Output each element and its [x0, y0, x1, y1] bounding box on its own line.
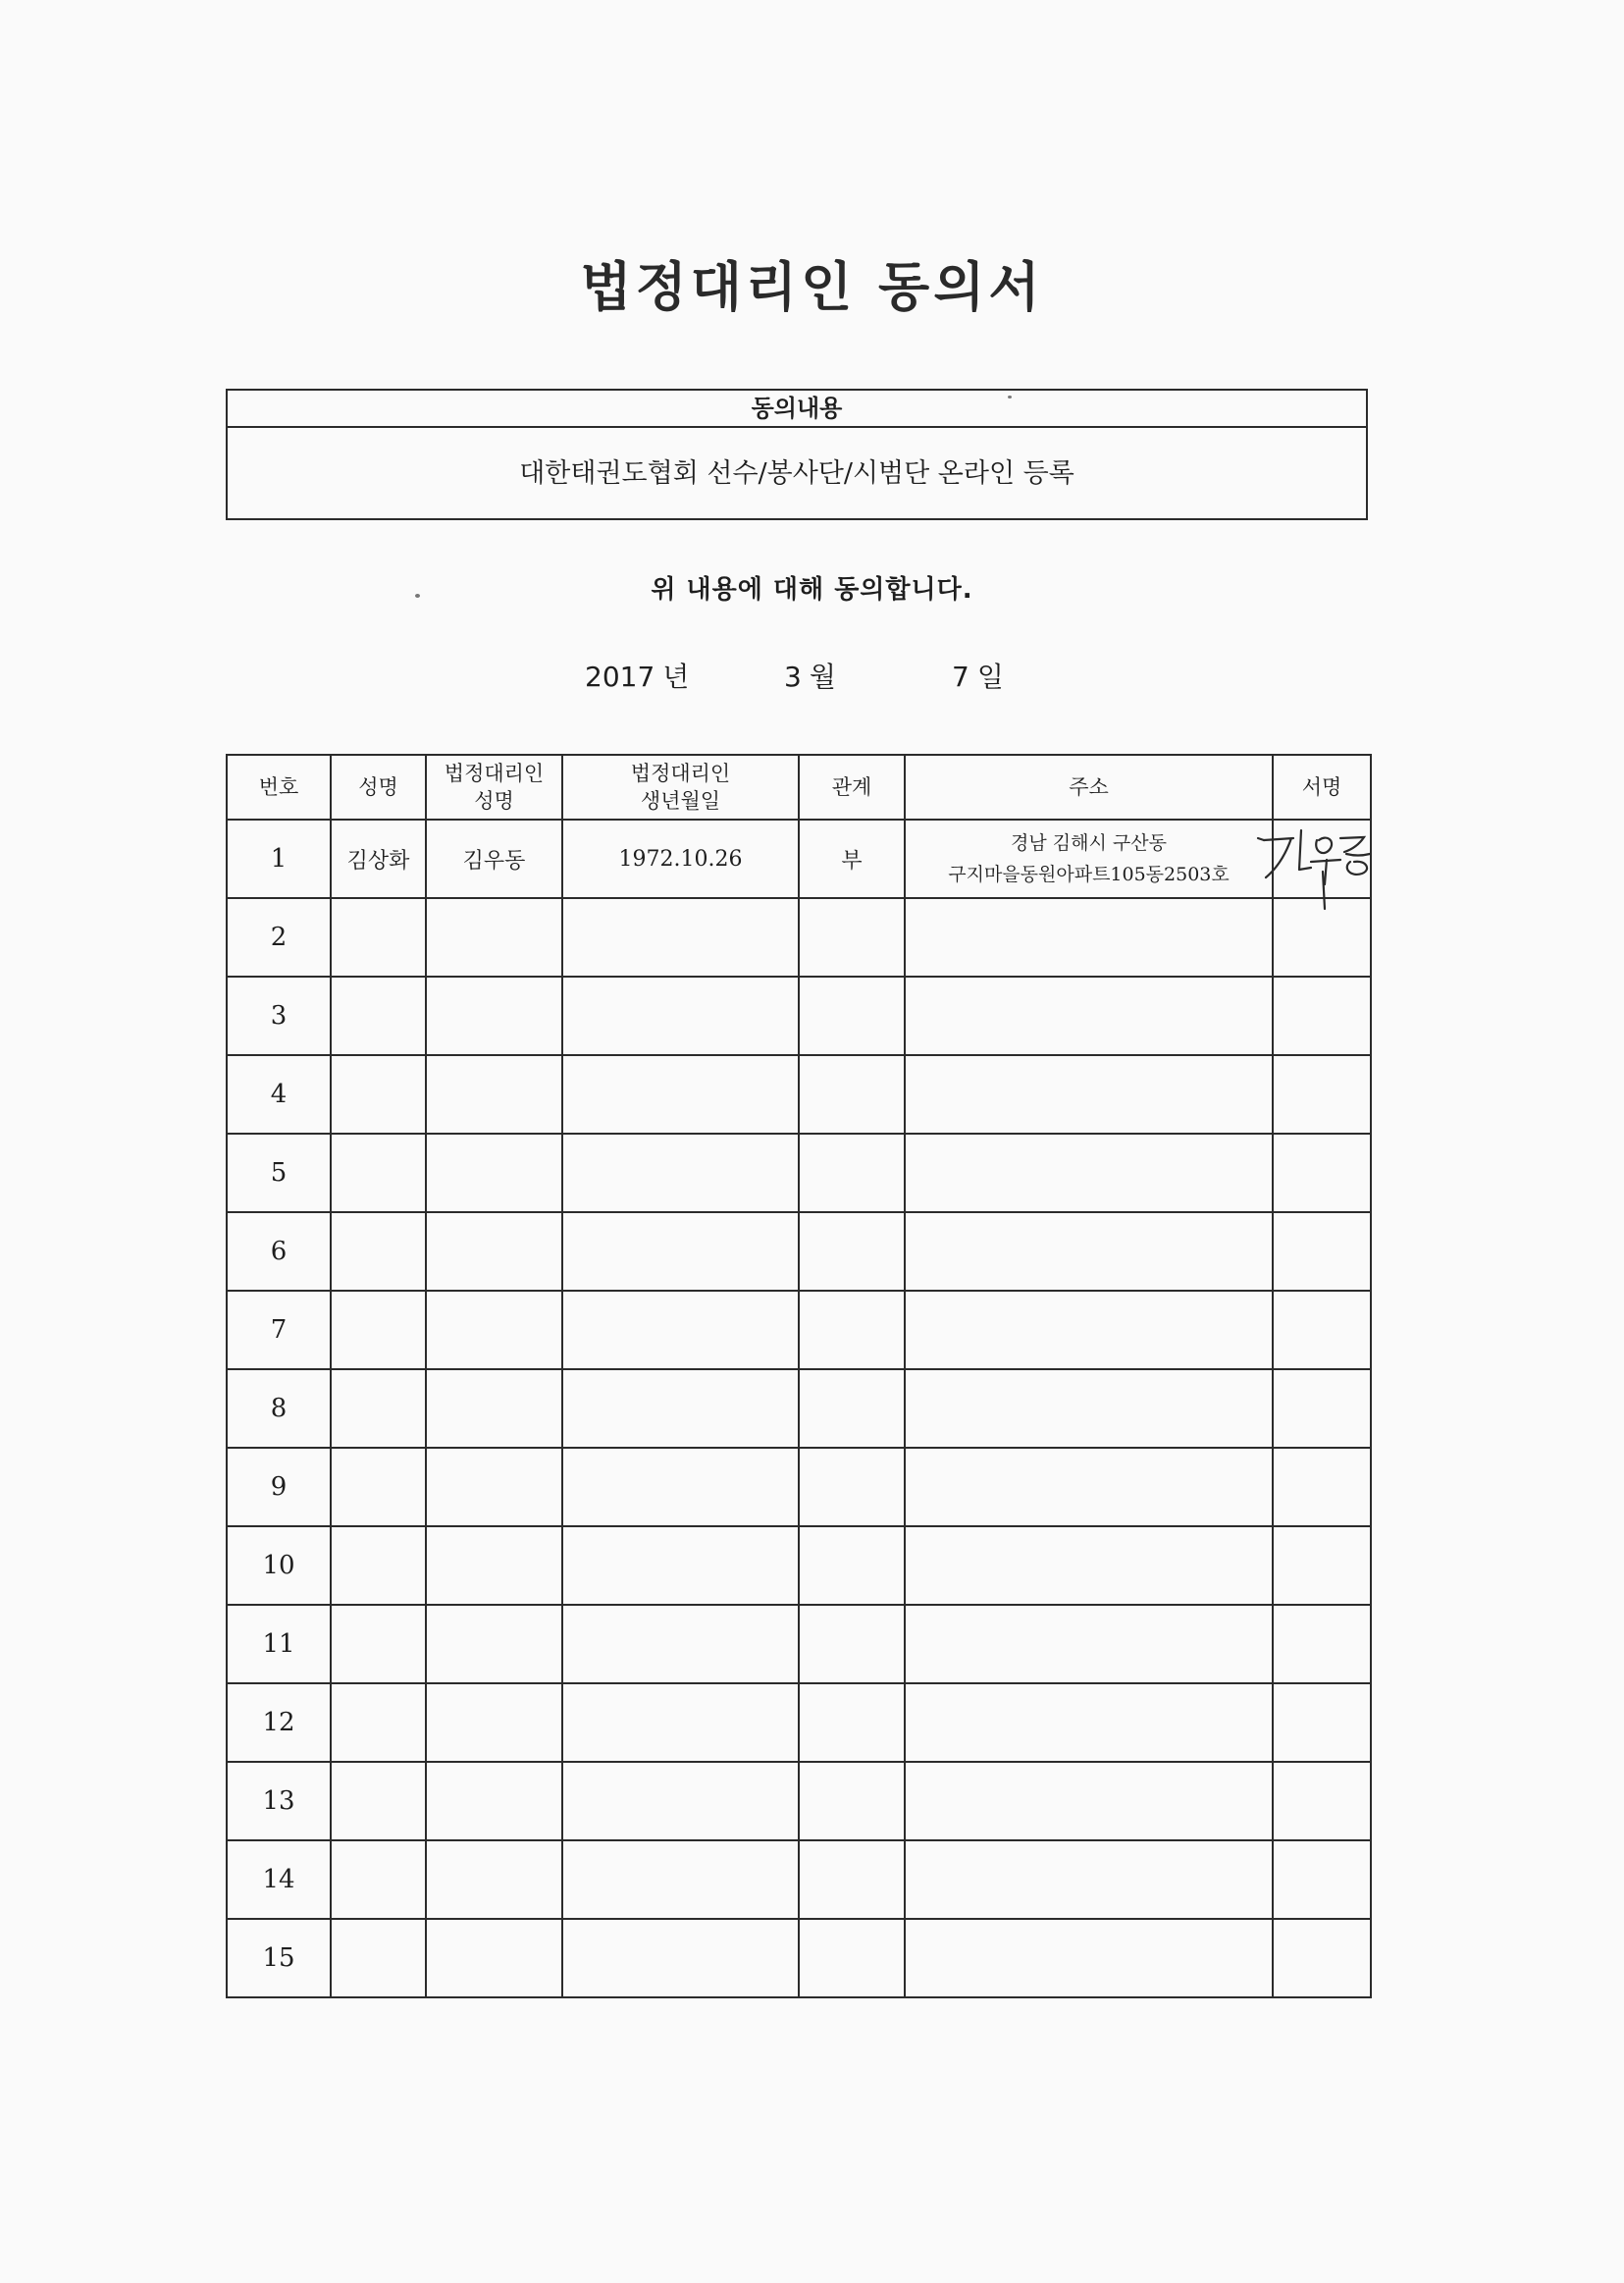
cell-name	[331, 1840, 426, 1919]
table-row	[227, 1919, 1371, 1997]
table-row	[227, 1605, 1371, 1683]
cell-guardian-birth	[562, 1134, 799, 1212]
header-number: 번호	[227, 755, 331, 820]
cell-relation: 부	[799, 820, 905, 898]
table-row	[227, 1448, 1371, 1526]
cell-relation	[799, 1683, 905, 1762]
cell-name	[331, 1526, 426, 1605]
cell-signature	[1273, 1448, 1371, 1526]
consent-body: 대한태권도협회 선수/봉사단/시범단 온라인 등록	[519, 458, 1074, 489]
cell-name	[331, 1762, 426, 1840]
header-relation: 관계	[799, 755, 905, 820]
cell-relation	[799, 1762, 905, 1840]
cell-number: 3	[227, 977, 331, 1055]
cell-name	[331, 1291, 426, 1369]
cell-relation	[799, 977, 905, 1055]
cell-guardian-name	[426, 1526, 562, 1605]
header-guardian-name: 법정대리인 성명	[426, 755, 562, 820]
cell-guardian-name	[426, 1291, 562, 1369]
cell-number: 7	[227, 1291, 331, 1369]
cell-relation	[799, 1055, 905, 1134]
cell-name	[331, 1683, 426, 1762]
cell-guardian-name	[426, 1919, 562, 1997]
cell-guardian-birth	[562, 1291, 799, 1369]
table-row	[227, 1212, 1371, 1291]
cell-relation	[799, 1134, 905, 1212]
cell-guardian-name	[426, 1840, 562, 1919]
cell-signature	[1273, 1526, 1371, 1605]
cell-relation	[799, 1291, 905, 1369]
cell-guardian-name: 김우동	[426, 820, 562, 898]
cell-guardian-birth	[562, 1762, 799, 1840]
date-day-value: 7	[952, 661, 969, 693]
cell-guardian-name	[426, 977, 562, 1055]
date-day-unit: 일	[976, 661, 1004, 693]
cell-address	[905, 1369, 1273, 1448]
date-month-value: 3	[784, 661, 802, 693]
cell-number: 2	[227, 898, 331, 977]
table-row	[227, 1291, 1371, 1369]
cell-signature	[1273, 1762, 1371, 1840]
cell-address	[905, 1919, 1273, 1997]
scan-speck	[415, 594, 420, 598]
cell-name	[331, 1212, 426, 1291]
cell-number: 8	[227, 1369, 331, 1448]
consent-box	[226, 389, 1368, 520]
cell-signature	[1273, 1055, 1371, 1134]
table-row	[227, 820, 1371, 898]
cell-signature	[1273, 1919, 1371, 1997]
cell-guardian-birth	[562, 1448, 799, 1526]
cell-relation	[799, 898, 905, 977]
cell-guardian-birth	[562, 1212, 799, 1291]
cell-number: 10	[227, 1526, 331, 1605]
cell-address	[905, 977, 1273, 1055]
date-month	[784, 656, 844, 695]
cell-guardian-birth	[562, 1605, 799, 1683]
cell-signature	[1273, 820, 1371, 898]
cell-guardian-name	[426, 1369, 562, 1448]
scan-speck	[1008, 396, 1012, 398]
table-row	[227, 1055, 1371, 1134]
date-year-unit: 년	[662, 661, 690, 693]
cell-guardian-name	[426, 1605, 562, 1683]
table-row	[227, 1683, 1371, 1762]
cell-relation	[799, 1448, 905, 1526]
cell-guardian-name	[426, 1762, 562, 1840]
cell-address	[905, 898, 1273, 977]
cell-relation	[799, 1526, 905, 1605]
cell-signature	[1273, 1212, 1371, 1291]
cell-guardian-birth	[562, 1526, 799, 1605]
cell-guardian-birth	[562, 1840, 799, 1919]
cell-guardian-birth: 1972.10.26	[562, 820, 799, 898]
address-line-2: 구지마을동원아파트105동2503호	[948, 864, 1230, 885]
agreement-text: 위 내용에 대해 동의합니다.	[651, 575, 973, 605]
cell-address	[905, 1683, 1273, 1762]
table-row	[227, 977, 1371, 1055]
cell-number: 4	[227, 1055, 331, 1134]
cell-number: 15	[227, 1919, 331, 1997]
cell-name: 김상화	[331, 820, 426, 898]
date-month-unit: 월	[809, 661, 836, 693]
cell-address	[905, 1134, 1273, 1212]
cell-address	[905, 1448, 1273, 1526]
cell-guardian-name	[426, 1134, 562, 1212]
header-guardian-birth: 법정대리인 생년월일	[562, 755, 799, 820]
cell-relation	[799, 1212, 905, 1291]
cell-relation	[799, 1369, 905, 1448]
cell-number: 14	[227, 1840, 331, 1919]
table-row	[227, 898, 1371, 977]
cell-signature	[1273, 1840, 1371, 1919]
cell-number: 13	[227, 1762, 331, 1840]
header-name: 성명	[331, 755, 426, 820]
cell-signature	[1273, 977, 1371, 1055]
cell-signature	[1273, 1683, 1371, 1762]
cell-signature	[1273, 1291, 1371, 1369]
cell-guardian-birth	[562, 1683, 799, 1762]
cell-signature	[1273, 1369, 1371, 1448]
cell-address	[905, 1605, 1273, 1683]
cell-address	[905, 1055, 1273, 1134]
cell-name	[331, 1448, 426, 1526]
header-signature: 서명	[1273, 755, 1371, 820]
date-day	[952, 656, 1012, 695]
cell-address	[905, 1840, 1273, 1919]
cell-address	[905, 1212, 1273, 1291]
consent-header: 동의내용	[228, 391, 1366, 428]
table-row	[227, 1840, 1371, 1919]
cell-signature	[1273, 1605, 1371, 1683]
cell-guardian-birth	[562, 977, 799, 1055]
cell-number: 12	[227, 1683, 331, 1762]
cell-guardian-name	[426, 1683, 562, 1762]
table-row	[227, 1369, 1371, 1448]
table-row	[227, 1134, 1371, 1212]
cell-name	[331, 1055, 426, 1134]
date-year-value: 2017	[585, 661, 655, 693]
cell-address	[905, 1762, 1273, 1840]
cell-number: 9	[227, 1448, 331, 1526]
cell-number: 5	[227, 1134, 331, 1212]
cell-name	[331, 977, 426, 1055]
header-address: 주소	[905, 755, 1273, 820]
cell-guardian-name	[426, 1055, 562, 1134]
cell-address	[905, 1291, 1273, 1369]
cell-name	[331, 1134, 426, 1212]
cell-guardian-birth	[562, 1369, 799, 1448]
cell-number: 6	[227, 1212, 331, 1291]
date-year	[585, 656, 697, 695]
cell-guardian-name	[426, 898, 562, 977]
cell-address	[905, 820, 1273, 898]
document-title: 법정대리인 동의서	[580, 256, 1044, 318]
cell-name	[331, 898, 426, 977]
cell-name	[331, 1369, 426, 1448]
cell-number: 11	[227, 1605, 331, 1683]
address-line-1: 경남 김해시 구산동	[1011, 832, 1167, 854]
guardian-table	[226, 754, 1372, 1998]
cell-number: 1	[227, 820, 331, 898]
cell-relation	[799, 1840, 905, 1919]
cell-signature	[1273, 898, 1371, 977]
cell-name	[331, 1919, 426, 1997]
cell-signature	[1273, 1134, 1371, 1212]
cell-relation	[799, 1919, 905, 1997]
cell-guardian-name	[426, 1212, 562, 1291]
table-header-row	[227, 755, 1371, 820]
cell-guardian-birth	[562, 898, 799, 977]
cell-guardian-birth	[562, 1919, 799, 1997]
table-row	[227, 1526, 1371, 1605]
cell-guardian-birth	[562, 1055, 799, 1134]
cell-name	[331, 1605, 426, 1683]
cell-address	[905, 1526, 1273, 1605]
cell-guardian-name	[426, 1448, 562, 1526]
table-row	[227, 1762, 1371, 1840]
cell-relation	[799, 1605, 905, 1683]
